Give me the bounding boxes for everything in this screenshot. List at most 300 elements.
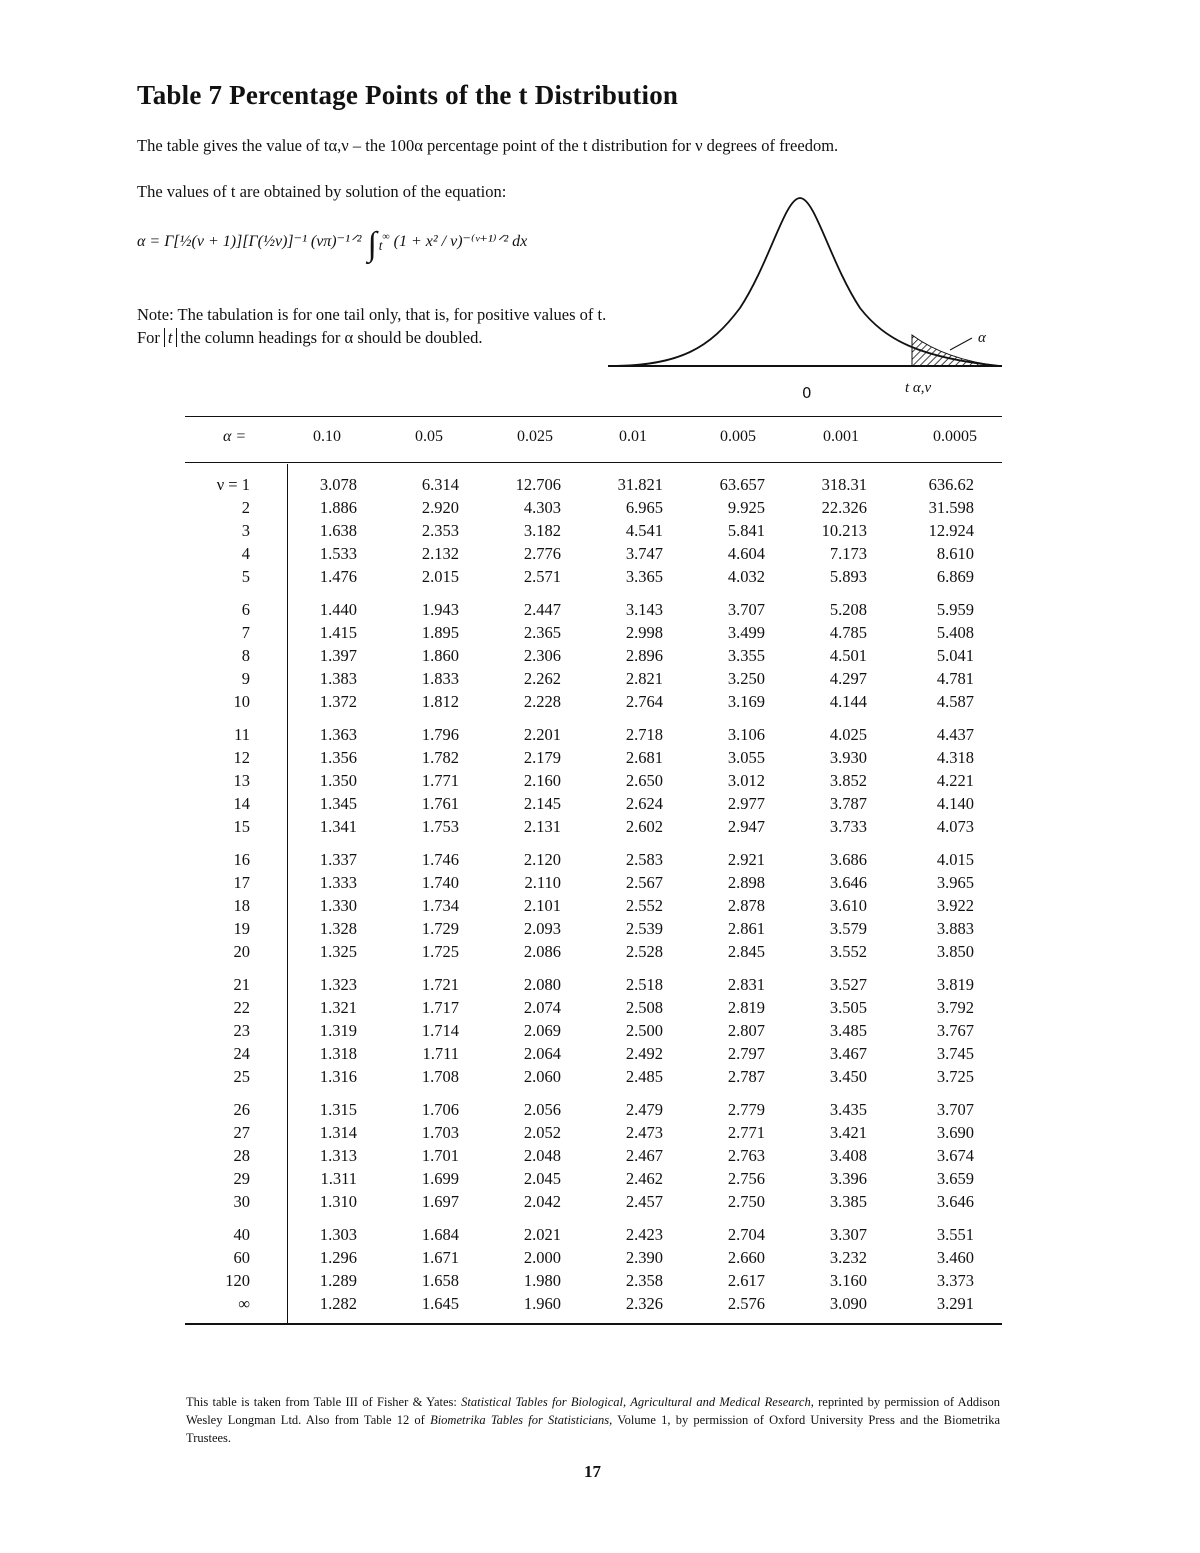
- alpha-header-2: 0.025: [517, 428, 553, 445]
- note-suffix: the column headings for α should be doubled.: [180, 328, 483, 347]
- value-cell: 3.385: [829, 1192, 867, 1211]
- value-cell: 3.169: [727, 692, 765, 711]
- table-row: [185, 975, 1002, 998]
- value-cell: 2.819: [727, 998, 765, 1017]
- row-group-5: [185, 1100, 1002, 1215]
- alpha-header-4: 0.005: [720, 428, 756, 445]
- value-cell: 2.718: [625, 725, 663, 744]
- alpha-header-1: 0.05: [415, 428, 443, 445]
- value-cell: 2.358: [625, 1271, 663, 1290]
- table-row: [185, 942, 1002, 965]
- value-cell: 4.032: [727, 567, 765, 586]
- value-cell: 318.31: [821, 475, 867, 494]
- value-cell: 2.326: [625, 1294, 663, 1313]
- value-cell: 2.093: [523, 919, 561, 938]
- value-cell: 4.015: [936, 850, 974, 869]
- value-cell: 2.576: [727, 1294, 765, 1313]
- value-cell: 4.587: [936, 692, 974, 711]
- degrees-of-freedom-cell: 23: [233, 1021, 250, 1040]
- integral-sign: ∫: [367, 226, 377, 263]
- value-cell: 2.898: [727, 873, 765, 892]
- value-cell: 1.740: [421, 873, 459, 892]
- table-row: [185, 692, 1002, 715]
- value-cell: 1.372: [319, 692, 357, 711]
- value-cell: 3.012: [727, 771, 765, 790]
- row-group-1: [185, 600, 1002, 715]
- value-cell: 1.886: [319, 498, 357, 517]
- value-cell: 1.303: [319, 1225, 357, 1244]
- curve-label-alpha: α: [978, 330, 986, 346]
- value-cell: 3.505: [829, 998, 867, 1017]
- table-row: [185, 1100, 1002, 1123]
- degrees-of-freedom-cell: 15: [233, 817, 250, 836]
- value-cell: 1.323: [319, 975, 357, 994]
- value-cell: 2.457: [625, 1192, 663, 1211]
- value-cell: 3.143: [625, 600, 663, 619]
- alpha-header-6: 0.0005: [933, 428, 977, 445]
- table-row: [185, 771, 1002, 794]
- value-cell: 3.078: [319, 475, 357, 494]
- value-cell: 3.421: [829, 1123, 867, 1142]
- value-cell: 2.831: [727, 975, 765, 994]
- degrees-of-freedom-cell: 5: [241, 567, 250, 586]
- value-cell: 2.797: [727, 1044, 765, 1063]
- value-cell: 4.303: [523, 498, 561, 517]
- degrees-of-freedom-cell: 21: [233, 975, 250, 994]
- value-cell: 3.930: [829, 748, 867, 767]
- value-cell: 2.539: [625, 919, 663, 938]
- degrees-of-freedom-cell: 16: [233, 850, 250, 869]
- value-cell: 5.208: [829, 600, 867, 619]
- table-row: [185, 1169, 1002, 1192]
- table-row: [185, 1021, 1002, 1044]
- value-cell: 2.528: [625, 942, 663, 961]
- value-cell: 1.282: [319, 1294, 357, 1313]
- value-cell: 8.610: [936, 544, 974, 563]
- note-line-2: [137, 328, 482, 348]
- degrees-of-freedom-cell: 9: [241, 669, 250, 688]
- value-cell: 6.965: [625, 498, 663, 517]
- alpha-header-0: 0.10: [313, 428, 341, 445]
- value-cell: 3.733: [829, 817, 867, 836]
- page-title: Table 7 Percentage Points of the t Distribution: [137, 80, 679, 110]
- degrees-of-freedom-cell: ν = 1: [216, 475, 250, 494]
- degrees-of-freedom-cell: 7: [241, 623, 250, 642]
- value-cell: 1.313: [319, 1146, 357, 1165]
- degrees-of-freedom-cell: 13: [233, 771, 250, 790]
- value-cell: 2.064: [523, 1044, 561, 1063]
- alpha-header-5: 0.001: [823, 428, 859, 445]
- value-cell: 1.721: [421, 975, 459, 994]
- source-footnote: [186, 1393, 1000, 1447]
- value-cell: 2.602: [625, 817, 663, 836]
- value-cell: 3.707: [727, 600, 765, 619]
- value-cell: 3.552: [829, 942, 867, 961]
- value-cell: 3.435: [829, 1100, 867, 1119]
- value-cell: 2.056: [523, 1100, 561, 1119]
- value-cell: 31.821: [617, 475, 663, 494]
- value-cell: 1.311: [320, 1169, 357, 1188]
- value-cell: 2.262: [523, 669, 561, 688]
- table-row: [185, 521, 1002, 544]
- value-cell: 1.782: [421, 748, 459, 767]
- value-cell: 2.704: [727, 1225, 765, 1244]
- value-cell: 3.610: [829, 896, 867, 915]
- value-cell: 3.499: [727, 623, 765, 642]
- value-cell: 1.440: [319, 600, 357, 619]
- degrees-of-freedom-cell: 11: [234, 725, 250, 744]
- value-cell: 1.725: [421, 942, 459, 961]
- table-row: [185, 896, 1002, 919]
- value-cell: 1.319: [319, 1021, 357, 1040]
- footnote-part-2: reprinted by permission of Addison Wesley Longman Ltd. Also from Table 12 of: [186, 1395, 1000, 1427]
- value-cell: 1.330: [319, 896, 357, 915]
- value-cell: 10.213: [821, 521, 867, 540]
- value-cell: 4.140: [936, 794, 974, 813]
- value-cell: 1.363: [319, 725, 357, 744]
- value-cell: 1.706: [421, 1100, 459, 1119]
- degrees-of-freedom-cell: 28: [233, 1146, 250, 1165]
- value-cell: 2.074: [523, 998, 561, 1017]
- value-cell: 2.390: [625, 1248, 663, 1267]
- table-row: [185, 873, 1002, 896]
- value-cell: 1.812: [421, 692, 459, 711]
- value-cell: 2.567: [625, 873, 663, 892]
- degrees-of-freedom-cell: 25: [233, 1067, 250, 1086]
- value-cell: 1.746: [421, 850, 459, 869]
- value-cell: 1.345: [319, 794, 357, 813]
- value-cell: 3.725: [936, 1067, 974, 1086]
- value-cell: 1.729: [421, 919, 459, 938]
- value-cell: 2.500: [625, 1021, 663, 1040]
- value-cell: 1.356: [319, 748, 357, 767]
- value-cell: 1.325: [319, 942, 357, 961]
- value-cell: 3.646: [936, 1192, 974, 1211]
- value-cell: 3.396: [829, 1169, 867, 1188]
- value-cell: 2.110: [524, 873, 561, 892]
- value-cell: 1.328: [319, 919, 357, 938]
- table-top-rule: [185, 416, 1002, 417]
- value-cell: 2.998: [625, 623, 663, 642]
- value-cell: 5.893: [829, 567, 867, 586]
- value-cell: 2.977: [727, 794, 765, 813]
- value-cell: 2.518: [625, 975, 663, 994]
- value-cell: 4.297: [829, 669, 867, 688]
- degrees-of-freedom-cell: 120: [225, 1271, 250, 1290]
- value-cell: 2.060: [523, 1067, 561, 1086]
- value-cell: 4.437: [936, 725, 974, 744]
- table-row: [185, 1225, 1002, 1248]
- value-cell: 2.000: [523, 1248, 561, 1267]
- value-cell: 2.015: [421, 567, 459, 586]
- value-cell: 4.025: [829, 725, 867, 744]
- value-cell: 1.771: [421, 771, 459, 790]
- value-cell: 3.307: [829, 1225, 867, 1244]
- t-distribution-curve-figure: [600, 190, 1020, 410]
- table-header-row: [185, 428, 1002, 452]
- value-cell: 3.373: [936, 1271, 974, 1290]
- note-line-1: Note: The tabulation is for one tail only, that is, for positive values of t.: [137, 305, 607, 324]
- t-distribution-equation: [137, 226, 527, 264]
- degrees-of-freedom-cell: 4: [241, 544, 250, 563]
- value-cell: 1.415: [319, 623, 357, 642]
- value-cell: 2.660: [727, 1248, 765, 1267]
- table-row: [185, 748, 1002, 771]
- value-cell: 2.861: [727, 919, 765, 938]
- value-cell: 2.365: [523, 623, 561, 642]
- value-cell: 2.779: [727, 1100, 765, 1119]
- value-cell: 1.943: [421, 600, 459, 619]
- value-cell: 3.922: [936, 896, 974, 915]
- value-cell: 3.355: [727, 646, 765, 665]
- degrees-of-freedom-cell: 60: [233, 1248, 250, 1267]
- value-cell: 31.598: [928, 498, 974, 517]
- value-cell: 3.747: [625, 544, 663, 563]
- value-cell: 2.750: [727, 1192, 765, 1211]
- value-cell: 2.160: [523, 771, 561, 790]
- value-cell: 2.045: [523, 1169, 561, 1188]
- value-cell: 3.850: [936, 942, 974, 961]
- table-row: [185, 600, 1002, 623]
- value-cell: 1.980: [523, 1271, 561, 1290]
- value-cell: 1.638: [319, 521, 357, 540]
- absolute-t: t: [164, 328, 177, 347]
- integral-lower-limit: t: [378, 238, 383, 254]
- value-cell: 1.476: [319, 567, 357, 586]
- value-cell: 1.703: [421, 1123, 459, 1142]
- value-cell: 2.650: [625, 771, 663, 790]
- value-cell: 2.473: [625, 1123, 663, 1142]
- degrees-of-freedom-cell: 2: [241, 498, 250, 517]
- value-cell: 1.383: [319, 669, 357, 688]
- value-cell: 2.145: [523, 794, 561, 813]
- value-cell: 1.714: [421, 1021, 459, 1040]
- degrees-of-freedom-cell: 3: [241, 521, 250, 540]
- value-cell: 1.671: [421, 1248, 459, 1267]
- value-cell: 2.131: [523, 817, 561, 836]
- value-cell: 2.617: [727, 1271, 765, 1290]
- value-cell: 1.684: [421, 1225, 459, 1244]
- degrees-of-freedom-cell: 6: [241, 600, 250, 619]
- value-cell: 3.745: [936, 1044, 974, 1063]
- value-cell: 4.144: [829, 692, 867, 711]
- integral-upper-limit: ∞: [382, 231, 390, 243]
- value-cell: 22.326: [821, 498, 867, 517]
- table-row: [185, 998, 1002, 1021]
- value-cell: 9.925: [727, 498, 765, 517]
- equation-lhs: α = Γ[½(ν + 1)][Γ(½ν)]⁻¹ (νπ)⁻¹ᐟ²: [137, 233, 362, 250]
- value-cell: 7.173: [829, 544, 867, 563]
- value-cell: 1.697: [421, 1192, 459, 1211]
- value-cell: 3.686: [829, 850, 867, 869]
- value-cell: 4.781: [936, 669, 974, 688]
- table-row: [185, 1294, 1002, 1317]
- degrees-of-freedom-cell: 10: [233, 692, 250, 711]
- value-cell: 2.552: [625, 896, 663, 915]
- degrees-of-freedom-cell: 24: [233, 1044, 250, 1063]
- curve-label-zero: 0: [802, 384, 812, 402]
- degrees-of-freedom-cell: 8: [241, 646, 250, 665]
- alpha-pointer-line: [950, 338, 972, 350]
- equation-intro-text: The values of t are obtained by solution of the equation:: [137, 182, 507, 201]
- table-header-rule: [185, 462, 1002, 463]
- value-cell: 2.776: [523, 544, 561, 563]
- value-cell: 3.527: [829, 975, 867, 994]
- value-cell: 3.291: [936, 1294, 974, 1313]
- value-cell: 3.690: [936, 1123, 974, 1142]
- value-cell: 2.771: [727, 1123, 765, 1142]
- value-cell: 1.717: [421, 998, 459, 1017]
- value-cell: 3.819: [936, 975, 974, 994]
- table-row: [185, 919, 1002, 942]
- tail-area-shading: [912, 335, 1000, 366]
- value-cell: 2.447: [523, 600, 561, 619]
- degrees-of-freedom-cell: ∞: [238, 1294, 250, 1313]
- degrees-of-freedom-cell: 19: [233, 919, 250, 938]
- value-cell: 1.701: [421, 1146, 459, 1165]
- value-cell: 12.706: [515, 475, 561, 494]
- value-cell: 2.042: [523, 1192, 561, 1211]
- degrees-of-freedom-cell: 26: [233, 1100, 250, 1119]
- table-row: [185, 1044, 1002, 1067]
- value-cell: 4.541: [625, 521, 663, 540]
- value-cell: 3.787: [829, 794, 867, 813]
- value-cell: 2.353: [421, 521, 459, 540]
- value-cell: 3.646: [829, 873, 867, 892]
- value-cell: 1.333: [319, 873, 357, 892]
- value-cell: 2.878: [727, 896, 765, 915]
- value-cell: 1.310: [319, 1192, 357, 1211]
- value-cell: 3.659: [936, 1169, 974, 1188]
- value-cell: 4.604: [727, 544, 765, 563]
- value-cell: 636.62: [928, 475, 974, 494]
- value-cell: 2.920: [421, 498, 459, 517]
- value-cell: 5.841: [727, 521, 765, 540]
- value-cell: 1.833: [421, 669, 459, 688]
- value-cell: 1.860: [421, 646, 459, 665]
- value-cell: 2.845: [727, 942, 765, 961]
- value-cell: 2.764: [625, 692, 663, 711]
- value-cell: 2.467: [625, 1146, 663, 1165]
- value-cell: 3.792: [936, 998, 974, 1017]
- table-row: [185, 1146, 1002, 1169]
- table-row: [185, 623, 1002, 646]
- degrees-of-freedom-cell: 17: [233, 873, 250, 892]
- value-cell: 1.645: [421, 1294, 459, 1313]
- table-row: [185, 725, 1002, 748]
- value-cell: 3.055: [727, 748, 765, 767]
- footnote-part-1: This table is taken from Table III of Fisher & Yates:: [186, 1395, 462, 1409]
- value-cell: 2.201: [523, 725, 561, 744]
- intro-text: The table gives the value of tα,ν – the 100α percentage point of the t distribution for ν degrees of freedom.: [137, 136, 839, 155]
- table-row: [185, 669, 1002, 692]
- value-cell: 1.315: [319, 1100, 357, 1119]
- value-cell: 2.921: [727, 850, 765, 869]
- value-cell: 1.397: [319, 646, 357, 665]
- row-group-2: [185, 725, 1002, 840]
- value-cell: 1.708: [421, 1067, 459, 1086]
- value-cell: 2.492: [625, 1044, 663, 1063]
- value-cell: 2.080: [523, 975, 561, 994]
- value-cell: 1.296: [319, 1248, 357, 1267]
- footnote-part-3: Volume 1, by permission of Oxford University Press and the Biometrika Trustees.: [186, 1413, 1000, 1445]
- table-row: [185, 1067, 1002, 1090]
- row-group-0: [185, 475, 1002, 590]
- value-cell: 6.314: [421, 475, 459, 494]
- value-cell: 2.583: [625, 850, 663, 869]
- value-cell: 1.753: [421, 817, 459, 836]
- value-cell: 12.924: [928, 521, 974, 540]
- value-cell: 5.959: [936, 600, 974, 619]
- value-cell: 1.350: [319, 771, 357, 790]
- curve-label-t-alpha-nu: t α,ν: [905, 380, 932, 396]
- value-cell: 2.462: [625, 1169, 663, 1188]
- value-cell: 2.571: [523, 567, 561, 586]
- value-cell: 2.508: [625, 998, 663, 1017]
- value-cell: 1.337: [319, 850, 357, 869]
- degrees-of-freedom-cell: 29: [233, 1169, 250, 1188]
- table-row: [185, 498, 1002, 521]
- alpha-header-label: α =: [223, 428, 247, 445]
- value-cell: 3.160: [829, 1271, 867, 1290]
- table-bottom-rule: [185, 1323, 1002, 1325]
- value-cell: 3.460: [936, 1248, 974, 1267]
- value-cell: 3.852: [829, 771, 867, 790]
- equation-rhs: (1 + x² / ν)⁻⁽ᵛ⁺¹⁾ᐟ² dx: [393, 233, 528, 250]
- value-cell: 2.179: [523, 748, 561, 767]
- value-cell: 1.321: [319, 998, 357, 1017]
- value-cell: 1.734: [421, 896, 459, 915]
- value-cell: 3.182: [523, 521, 561, 540]
- degrees-of-freedom-cell: 14: [233, 794, 250, 813]
- table-row: [185, 817, 1002, 840]
- value-cell: 63.657: [719, 475, 765, 494]
- value-cell: 2.756: [727, 1169, 765, 1188]
- value-cell: 3.707: [936, 1100, 974, 1119]
- value-cell: 2.485: [625, 1067, 663, 1086]
- value-cell: 2.101: [523, 896, 561, 915]
- value-cell: 2.763: [727, 1146, 765, 1165]
- value-cell: 3.883: [936, 919, 974, 938]
- table-row: [185, 646, 1002, 669]
- value-cell: 1.289: [319, 1271, 357, 1290]
- value-cell: 5.408: [936, 623, 974, 642]
- table-row: [185, 794, 1002, 817]
- value-cell: 2.306: [523, 646, 561, 665]
- value-cell: 1.761: [421, 794, 459, 813]
- table-row: [185, 567, 1002, 590]
- value-cell: 6.869: [936, 567, 974, 586]
- value-cell: 3.485: [829, 1021, 867, 1040]
- value-cell: 2.048: [523, 1146, 561, 1165]
- row-group-3: [185, 850, 1002, 965]
- value-cell: 3.674: [936, 1146, 974, 1165]
- value-cell: 2.228: [523, 692, 561, 711]
- value-cell: 4.073: [936, 817, 974, 836]
- value-cell: 3.090: [829, 1294, 867, 1313]
- table-row: [185, 850, 1002, 873]
- value-cell: 1.314: [319, 1123, 357, 1142]
- degrees-of-freedom-cell: 40: [233, 1225, 250, 1244]
- value-cell: 3.767: [936, 1021, 974, 1040]
- degrees-of-freedom-cell: 12: [233, 748, 250, 767]
- value-cell: 2.624: [625, 794, 663, 813]
- value-cell: 2.896: [625, 646, 663, 665]
- value-cell: 2.787: [727, 1067, 765, 1086]
- degrees-of-freedom-cell: 20: [233, 942, 250, 961]
- value-cell: 3.551: [936, 1225, 974, 1244]
- table-row: [185, 475, 1002, 498]
